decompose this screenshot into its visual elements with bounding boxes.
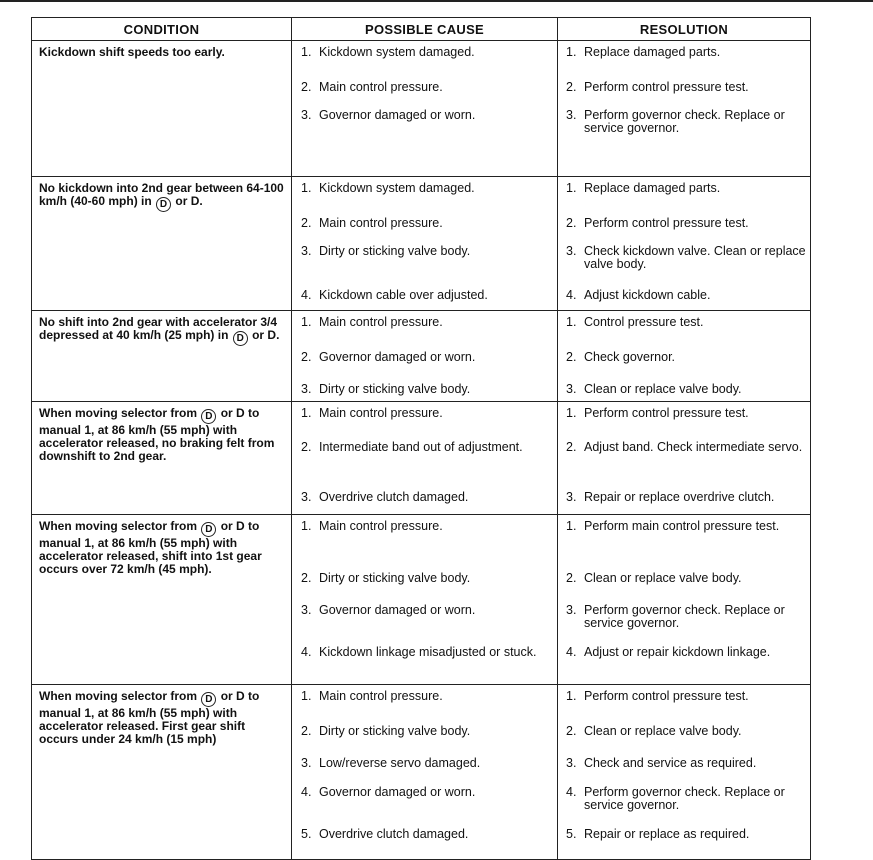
item-number: 2. <box>301 80 312 94</box>
item-number: 2. <box>566 440 577 454</box>
item-number: 3. <box>566 382 577 396</box>
item-number: 4. <box>301 645 312 659</box>
condition-cell <box>32 311 292 402</box>
resolution-item <box>558 109 810 135</box>
header-resolution: RESOLUTION <box>558 18 811 41</box>
item-number: 2. <box>566 350 577 364</box>
resolution-item <box>558 289 810 302</box>
item-text: Check and service as required. <box>584 756 757 770</box>
table-body <box>32 41 811 860</box>
item-text: Main control pressure. <box>319 216 443 230</box>
item-text: Governor damaged or worn. <box>319 603 476 617</box>
cause-item <box>292 407 557 420</box>
table-row <box>32 515 811 685</box>
item-number: 1. <box>566 181 577 195</box>
item-number: 4. <box>301 288 312 302</box>
cause-item <box>292 217 557 230</box>
item-number: 4. <box>566 785 577 799</box>
diagnosis-table <box>31 17 811 860</box>
cause-item <box>292 316 557 329</box>
item-text: Dirty or sticking valve body. <box>319 382 471 396</box>
item-number: 2. <box>566 724 577 738</box>
condition-cell <box>32 685 292 860</box>
item-text: Replace damaged parts. <box>584 45 721 59</box>
item-number: 1. <box>566 406 577 420</box>
resolution-cell <box>558 402 811 515</box>
item-number: 2. <box>301 724 312 738</box>
item-text: Adjust kickdown cable. <box>584 288 711 302</box>
item-number: 5. <box>566 827 577 841</box>
circled-d-drive-symbol: D <box>156 197 171 212</box>
item-text: Clean or replace valve body. <box>584 724 742 738</box>
cause-item <box>292 646 557 659</box>
cause-item <box>292 572 557 585</box>
item-text: Governor damaged or worn. <box>319 350 476 364</box>
page-top-rule <box>0 0 873 2</box>
item-text: Main control pressure. <box>319 519 443 533</box>
resolution-item <box>558 725 810 738</box>
item-number: 3. <box>301 490 312 504</box>
item-text: Dirty or sticking valve body. <box>319 571 471 585</box>
resolution-cell <box>558 177 811 311</box>
item-text: Dirty or sticking valve body. <box>319 724 471 738</box>
condition-cell <box>32 41 292 177</box>
item-number: 2. <box>301 350 312 364</box>
resolution-item <box>558 441 810 454</box>
resolution-item <box>558 520 810 533</box>
item-text: Perform main control pressure test. <box>584 519 780 533</box>
item-number: 3. <box>301 382 312 396</box>
item-number: 3. <box>566 756 577 770</box>
condition-cell <box>32 515 292 685</box>
item-text: Clean or replace valve body. <box>584 382 742 396</box>
cause-item <box>292 757 557 770</box>
possible-cause-cell <box>292 685 558 860</box>
resolution-item <box>558 217 810 230</box>
item-text: Adjust or repair kickdown linkage. <box>584 645 771 659</box>
item-text: Main control pressure. <box>319 689 443 703</box>
possible-cause-cell <box>292 41 558 177</box>
resolution-item <box>558 786 810 812</box>
item-number: 2. <box>566 216 577 230</box>
item-text: Intermediate band out of adjustment. <box>319 440 523 454</box>
resolution-item <box>558 572 810 585</box>
possible-cause-cell <box>292 177 558 311</box>
table-row <box>32 311 811 402</box>
resolution-item <box>558 491 810 504</box>
resolution-item <box>558 351 810 364</box>
cause-item <box>292 520 557 533</box>
resolution-item <box>558 81 810 94</box>
condition-text: or D to manual 1, at 86 km/h (55 mph) with accelerator released, no braking felt from downshift to 2nd gear. <box>39 406 275 463</box>
header-possible-cause: POSSIBLE CAUSE <box>292 18 558 41</box>
item-text: Repair or replace overdrive clutch. <box>584 490 775 504</box>
item-number: 3. <box>566 490 577 504</box>
condition-text: When moving selector from <box>39 689 198 703</box>
resolution-item <box>558 690 810 703</box>
item-text: Repair or replace as required. <box>584 827 750 841</box>
item-text: Kickdown cable over adjusted. <box>319 288 488 302</box>
item-text: Main control pressure. <box>319 406 443 420</box>
resolution-item <box>558 383 810 396</box>
cause-item <box>292 383 557 396</box>
item-text: Main control pressure. <box>319 80 443 94</box>
condition-text: or D. <box>252 328 280 342</box>
possible-cause-cell <box>292 311 558 402</box>
cause-item <box>292 81 557 94</box>
cause-item <box>292 289 557 302</box>
item-number: 2. <box>301 440 312 454</box>
item-number: 1. <box>301 45 312 59</box>
item-number: 3. <box>301 108 312 122</box>
item-number: 1. <box>301 315 312 329</box>
item-number: 1. <box>301 406 312 420</box>
item-text: Check kickdown valve. Clean or replace valve body. <box>584 244 806 271</box>
item-text: Kickdown linkage misadjusted or stuck. <box>319 645 537 659</box>
item-text: Control pressure test. <box>584 315 704 329</box>
item-text: Clean or replace valve body. <box>584 571 742 585</box>
item-number: 1. <box>566 315 577 329</box>
condition-cell <box>32 402 292 515</box>
item-number: 3. <box>566 603 577 617</box>
item-text: Main control pressure. <box>319 315 443 329</box>
resolution-item <box>558 46 810 59</box>
condition-text: Kickdown shift speeds too early. <box>39 45 225 59</box>
resolution-cell <box>558 685 811 860</box>
resolution-cell <box>558 311 811 402</box>
resolution-cell <box>558 41 811 177</box>
item-text: Perform control pressure test. <box>584 406 749 420</box>
table-row <box>32 41 811 177</box>
item-text: Adjust band. Check intermediate servo. <box>584 440 803 454</box>
item-number: 1. <box>566 519 577 533</box>
item-number: 5. <box>301 827 312 841</box>
item-number: 3. <box>566 244 577 258</box>
cause-item <box>292 46 557 59</box>
resolution-item <box>558 604 810 630</box>
table-row <box>32 402 811 515</box>
condition-text: No kickdown into 2nd gear between 64-100 km/h (40-60 mph) in <box>39 181 284 208</box>
item-number: 1. <box>566 689 577 703</box>
item-text: Perform control pressure test. <box>584 80 749 94</box>
table-row <box>32 177 811 311</box>
item-text: Governor damaged or worn. <box>319 108 476 122</box>
item-number: 2. <box>301 216 312 230</box>
condition-text: When moving selector from <box>39 406 198 420</box>
cause-item <box>292 245 557 258</box>
cause-item <box>292 690 557 703</box>
item-number: 3. <box>301 756 312 770</box>
item-number: 1. <box>301 181 312 195</box>
item-number: 2. <box>566 80 577 94</box>
item-text: Perform governor check. Replace or service governor. <box>584 785 785 812</box>
item-text: Governor damaged or worn. <box>319 785 476 799</box>
item-number: 2. <box>566 571 577 585</box>
cause-item <box>292 441 557 454</box>
item-text: Perform governor check. Replace or service governor. <box>584 108 785 135</box>
item-text: Check governor. <box>584 350 676 364</box>
possible-cause-cell <box>292 515 558 685</box>
cause-item <box>292 109 557 122</box>
resolution-item <box>558 828 810 841</box>
resolution-item <box>558 646 810 659</box>
item-text: Kickdown system damaged. <box>319 181 475 195</box>
item-text: Dirty or sticking valve body. <box>319 244 471 258</box>
cause-item <box>292 351 557 364</box>
condition-text: When moving selector from <box>39 519 198 533</box>
condition-text: or D to manual 1, at 86 km/h (55 mph) with accelerator released. First gear shift occurs under 24 km/h (15 mph) <box>39 689 260 746</box>
item-number: 1. <box>301 689 312 703</box>
item-text: Low/reverse servo damaged. <box>319 756 481 770</box>
condition-text: or D. <box>175 194 203 208</box>
item-text: Perform governor check. Replace or service governor. <box>584 603 785 630</box>
item-text: Overdrive clutch damaged. <box>319 827 469 841</box>
cause-item <box>292 828 557 841</box>
item-number: 3. <box>301 603 312 617</box>
cause-item <box>292 725 557 738</box>
resolution-item <box>558 407 810 420</box>
circled-d-drive-symbol: D <box>201 409 216 424</box>
resolution-item <box>558 245 810 271</box>
item-text: Kickdown system damaged. <box>319 45 475 59</box>
condition-text: No shift into 2nd gear with accelerator 3/4 depressed at 40 km/h (25 mph) in <box>39 315 278 342</box>
condition-text: or D to manual 1, at 86 km/h (55 mph) with accelerator released, shift into 1st gear occurs over 72 km/h (45 mph). <box>39 519 262 576</box>
item-text: Replace damaged parts. <box>584 181 721 195</box>
item-number: 3. <box>301 244 312 258</box>
resolution-item <box>558 316 810 329</box>
item-number: 4. <box>566 288 577 302</box>
item-number: 4. <box>301 785 312 799</box>
circled-d-drive-symbol: D <box>233 331 248 346</box>
item-number: 4. <box>566 645 577 659</box>
item-text: Perform control pressure test. <box>584 216 749 230</box>
resolution-cell <box>558 515 811 685</box>
cause-item <box>292 182 557 195</box>
cause-item <box>292 786 557 799</box>
possible-cause-cell <box>292 402 558 515</box>
circled-d-drive-symbol: D <box>201 522 216 537</box>
header-condition: CONDITION <box>32 18 292 41</box>
item-number: 1. <box>566 45 577 59</box>
item-text: Perform control pressure test. <box>584 689 749 703</box>
header-row <box>32 18 811 41</box>
cause-item <box>292 604 557 617</box>
item-number: 1. <box>301 519 312 533</box>
circled-d-drive-symbol: D <box>201 692 216 707</box>
resolution-item <box>558 757 810 770</box>
table-row <box>32 685 811 860</box>
item-number: 2. <box>301 571 312 585</box>
resolution-item <box>558 182 810 195</box>
cause-item <box>292 491 557 504</box>
item-number: 3. <box>566 108 577 122</box>
item-text: Overdrive clutch damaged. <box>319 490 469 504</box>
condition-cell <box>32 177 292 311</box>
